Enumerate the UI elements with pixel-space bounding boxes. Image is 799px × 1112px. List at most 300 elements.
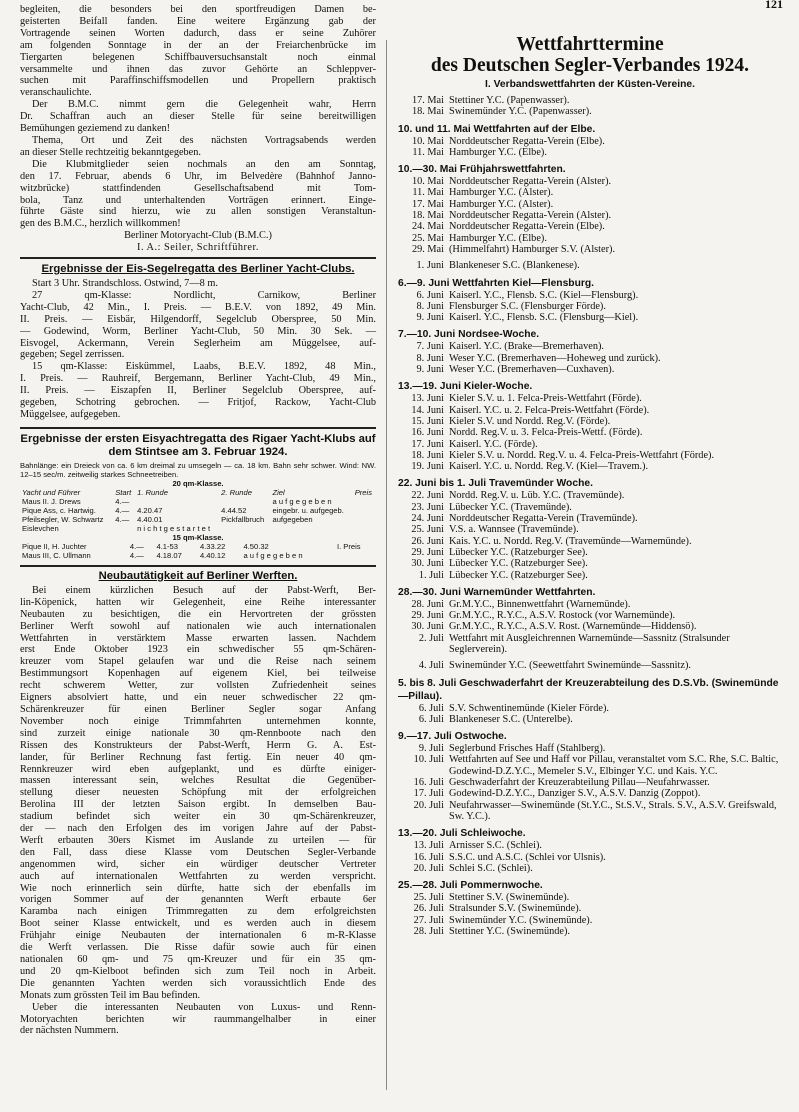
event-row [398,405,782,416]
event-date: 18. Juni [411,449,444,461]
event-date: 25. Juli [413,892,444,904]
riga-results-table [20,488,376,533]
event-date: 9. Juni [416,312,444,324]
text-line: stadium befindet sich weiter ein 30 qm-Schärenkreuzer, [20,811,376,823]
event-row [398,221,782,232]
group-heading: 13.—19. Juni Kieler-Woche. [398,381,533,393]
event-row [398,439,782,450]
event-row [398,106,782,117]
event-row [398,852,782,863]
event-text: Schlei S.C. (Schlei). [449,862,533,874]
text-line: sind zurzeit einige nationale 30 qm-Rennboote nach den [20,727,376,739]
text-line: Eigners absolviert hatte, und ein neuer schwedischer 22 qm- [20,692,376,704]
event-date: 9. Juni [416,364,444,376]
text-line: Monats zum grössten Teil im Bau befinden. [20,989,201,1001]
event-date: 1. Juni [416,260,444,272]
column-divider [386,40,387,1090]
event-text: Flensburger S.C. (Flensburger Förde). [449,300,606,312]
event-text: Swinemünder Y.C. (Seewettfahrt Swinemünde—Sassnitz). [449,660,691,672]
text-line: am folgenden Sonntage in der an der Freiarchenbrücke im [20,39,376,51]
schedule-group [398,380,782,472]
text-line: 15 qm-Klasse: Eiskümmel, Laabs, B.E.V. 1892, 48 Min., [32,361,376,373]
table-row [20,551,376,560]
text-line: kreuzer vom Stapel gelaufen war und die Reise nach seinem [20,656,376,668]
text-line: nationalen 60 qm- und 75 qm-Kreuzer und für ein 35 qm- [20,954,376,965]
event-date: 6. Juli [418,713,444,725]
text-line: den Fall, dass diese Klasse vom Deutschen Segler-Verbande [20,846,376,858]
schedule-group [398,660,782,671]
event-text: Lübecker Y.C. (Ratzeburger See). [449,558,588,570]
table-cell: Start [115,487,132,497]
schedule-group [398,277,782,324]
text-line: veranschaulichte. [20,87,92,99]
event-date: 30. Juni [411,621,444,633]
event-row [398,461,782,472]
table-row [20,497,376,506]
event-row [398,892,782,903]
event-row [398,353,782,364]
event-text: Norddeutscher Regatta-Verein (Travemünde). [449,513,638,525]
event-row [398,210,782,221]
event-date: 20. Juli [413,862,444,874]
section-divider [20,565,376,567]
text-line: Start 3 Uhr. Strandschloss. Ostwind, 7—8 m. [32,278,218,290]
table-cell: 4.— [129,550,144,560]
table-cell: 4.40.12 [199,550,226,560]
event-date: 1. Juli [418,569,444,581]
event-date: 28. Juli [413,926,444,938]
text-line: II. Preis. — Eiszapfen II, Berliner Segelclub Oberspree, auf- [20,385,376,397]
table-cell: 4.1-53 [156,541,179,551]
event-text: Godewind-D.Z.Y.C., Danziger S.V., A.S.V. Danzig (Zoppot). [449,788,701,800]
event-row [398,312,782,323]
event-date: 29. Juni [411,546,444,558]
text-line: Bemühungen geziemend zu danken! [20,123,171,135]
table-cell [219,524,270,533]
table-cell: Yacht und Führer [22,487,81,497]
event-date: 10. Mai [411,135,444,147]
event-text: Kieler S.V. und Nordd. Reg.V. (Förde). [449,415,611,427]
event-text: Blankeneser S.C. (Blankenese). [449,260,580,272]
event-date: 26. Juni [411,535,444,547]
table-cell: 4.44.52 [221,505,247,515]
event-text: Norddeutscher Regatta-Verein (Elbe). [449,221,605,233]
event-date: 29. Mai [411,243,444,255]
event-text: Norddeutscher Regatta-Verein (Alster). [449,176,612,188]
text-line: Rissen des Konstrukteurs der Pabst-Werft, Herrn G. A. Est- [20,739,376,751]
event-text: Lübecker Y.C. (Ratzeburger See). [449,569,588,581]
text-line: geisterten Beifall fanden. Eine weitere Ergänzung gab der [20,15,376,27]
event-date: 22. Juni [411,490,444,502]
event-text: Nordd. Reg.V. u. Lüb. Y.C. (Travemünde). [449,490,625,502]
table-cell: Maus III, C. Ullmann [22,550,91,560]
eis-regatta-title: Ergebnisse der Eis-Segelregatta des Berliner Yacht-Clubs. [41,263,355,276]
text-line: und 20 qm-Kielboot befinden sich zum Teil noch in Arbeit. [20,965,376,977]
event-row [398,754,782,777]
event-text: Gr.M.Y.C., Binnenwettfahrt (Warnemünde). [449,598,631,610]
event-text: Weser Y.C. (Bremerhaven—Hoheweg und zurück). [449,352,661,364]
text-line: Bestimmungsort Kopenhagen auf eigenem Kiel, bei teilweise [20,668,376,680]
event-date: 4. Juli [418,660,444,672]
table-cell: 4.— [115,496,130,506]
table-row [20,506,376,515]
table-cell: 4.— [115,514,130,524]
event-row [398,621,782,632]
text-line: massen interessant sein, welches Resultat die Gegenüber- [20,775,376,787]
table-cell: Eislevchen [22,523,59,533]
event-text: Hamburger Y.C. (Elbe). [449,232,547,244]
event-date: 30. Juni [411,558,444,570]
event-text: Stettiner Y.C. (Swinemünde). [449,926,570,938]
text-line: der nächsten Nummern. [20,1025,119,1037]
event-text: (Himmelfahrt) Hamburger S.V. (Alster). [449,243,616,255]
text-line: lin-Köpenick, hatten wir Gelegenheit, eine Reihe interessanter [20,596,376,608]
club-notice-text [20,4,376,230]
table-cell: 4.— [129,541,144,551]
text-line: versammelte und ihnen das zuvor Gehörte an Schleppver- [20,63,376,75]
event-text: Weser Y.C. (Bremerhaven—Cuxhaven). [449,364,615,376]
text-line: Werft erbauten 30ers Kismet im Auslande zu urteilen — für [20,834,376,846]
table-cell: Maus II. J. Drews [22,496,81,506]
group-heading: 10.—30. Mai Frühjahrswettfahrten. [398,164,566,176]
event-date: 8. Juni [416,352,444,364]
schedule-group [398,123,782,159]
text-line: recht schwerem Wetter, zur vollsten Zufriedenheit seines [20,680,376,692]
event-text: S.V. Schwentinemünde (Kieler Förde). [449,702,609,714]
schedule-group [398,95,782,118]
event-date: 11. Mai [412,187,444,199]
event-row [398,570,782,581]
schedule-list [398,95,782,937]
event-text: Gr.M.Y.C., R.Y.C., A.S.V. Rost. (Warnemünde—Hiddensö). [449,621,697,633]
group-heading: 28.—30. Juni Warnemünder Wettfahrten. [398,586,596,598]
table-cell: 2. Runde [221,487,252,497]
schedule-group [398,879,782,937]
text-line: stellung dieser neuesten Schöpfung mit der erfolgreichen [20,787,376,799]
event-row [398,660,782,671]
signature-secretary: I. A.: Seiler, Schriftführer. [137,242,259,254]
table-cell: n i c h t g e s t a r t e t [137,523,211,533]
text-line: witzbrücke) stattfindenden Gesellschaftsabend mit Tom- [20,182,376,194]
event-text: Hamburger Y.C. (Elbe). [449,146,547,158]
event-row [398,290,782,301]
table-cell: a u f g e g e b e n [243,550,303,560]
event-text: Norddeutscher Regatta-Verein (Elbe). [449,135,605,147]
event-row [398,714,782,725]
text-line: erst Ende Oktober 1923 ein schwedischer 55 qm-Schären- [20,644,376,656]
table-cell [219,497,270,506]
table-cell: 4.33.22 [199,541,226,551]
text-line: begleiten, die besonders bei den sportfreudigen Damen be- [20,4,376,15]
event-text: Swinemünder Y.C. (Swinemünde). [449,914,593,926]
schedule-title: Wettfahrttermine [516,34,664,55]
event-text: Blankeneser S.C. (Unterelbe). [449,713,573,725]
event-text: Kaiserl. Y.C., Flensb. S.C. (Kiel—Flensburg). [449,289,639,301]
text-line: Wettfahrten in verstärktem Masse erwarten lassen. Nachdem [20,632,376,644]
riga-regatta-title: Ergebnisse der ersten Eisyachtregatta des Rigaer Yacht-Klubs auf dem Stintsee am 3. Februar 1924. [20,432,376,458]
event-text: Hamburger Y.C. (Alster). [449,198,554,210]
text-line: Rennkreuzer wird eben aufgeplankt, und es dürfte einiger- [20,763,376,775]
text-line: Schärenkreuzer für einen Berliner Segler sogar Anfang [20,703,376,715]
riga-regatta-note: Bahnlänge: ein Dreieck von ca. 6 km dreimal zu umsegeln — ca. 18 km. Bahn sehr schwer. Wind: NW. 12–15 sec/m. zeitweilig starkes Schneetreiben. [20,460,376,479]
event-row [398,536,782,547]
text-line: Ueber die interessanten Neubauten von Luxus- und Renn- [32,1001,376,1013]
event-date: 6. Juli [418,702,444,714]
event-date: 10. Mai [411,176,444,188]
event-text: Kieler S.V. u. 1. Felca-Preis-Wettfahrt (Förde). [449,393,642,405]
schedule-group [398,328,782,375]
text-line: Karamba nach einigen Trimmregatten zu dem erfolgreichsten [20,906,376,918]
event-row [398,743,782,754]
event-row [398,199,782,210]
riga-results-table-15 [20,542,376,560]
event-row [398,136,782,147]
text-line: gegeben, Schotring gebrochen. — Fritjof, Rackow, Yacht-Club [20,397,376,409]
event-date: 6. Juni [416,289,444,301]
table-cell: 4.40.01 [137,514,163,524]
event-text: Stettiner Y.C. (Papenwasser). [449,95,570,106]
text-line: der — nach den Erfolgen des im vorigen Jahre auf der Pabst- [20,823,376,835]
event-row [398,95,782,106]
text-line: 27 qm-Klasse: Nordlicht, Carnikow, Berliner [32,289,376,301]
right-column [398,4,782,937]
event-row [398,558,782,569]
event-date: 27. Juli [413,914,444,926]
event-row [398,863,782,874]
event-text: Nordd. Reg.V. u. 3. Felca-Preis-Wettf. (Förde). [449,427,643,439]
event-text: Kieler S.V. u. Nordd. Reg.V. u. 4. Felca-Preis-Wettfahrt (Förde). [449,449,715,461]
event-row [398,490,782,501]
text-line: Neubauten zu besichtigen, die ein Hervortreten der grössten [20,608,376,620]
event-text: Wettfahrt mit Ausgleichrennen Warnemünde—Sassnitz (Stralsunder Seglerverein). [449,632,730,655]
table-cell [135,497,219,506]
table-cell: aufgegeben [272,514,313,524]
event-text: Kaiserl. Y.C. u. 2. Felca-Preis-Wettfahrt (Förde). [449,404,650,416]
text-line: Vortragende seinen Worten dadurch, dass er seine Zuhörer [20,27,376,39]
event-row [398,364,782,375]
group-heading: 9.—17. Juli Ostwoche. [398,731,507,743]
event-date: 24. Juni [411,513,444,525]
table-cell: Pfeilsegler, W. Schwartz [22,514,104,524]
table-cell [353,497,376,506]
event-date: 17. Mai [411,95,444,106]
group-heading: 5. bis 8. Juli Geschwaderfahrt der Kreuzerabteilung des D.S.Vb. (Swinemünde—Pillau). [398,677,779,702]
schedule-subtitle: des Deutschen Segler-Verbandes 1924. [430,55,750,76]
text-line: Wie noch erinnerlich sein dürfte, hatte sich der ebenfalls im [20,882,376,894]
event-date: 15. Juni [411,415,444,427]
table-cell: eingebr. u. aufgegeb. [272,505,344,515]
event-row [398,233,782,244]
event-row [398,915,782,926]
schedule-group [398,827,782,874]
table-cell: Pickfallbruch [221,514,265,524]
table-cell: Pique Ass, c. Hartwig. [22,505,96,515]
schedule-section-heading: I. Verbandswettfahrten der Küsten-Vereine. [485,79,695,90]
event-text: Kaiserl. Y.C., Flensb. S.C. (Flensburg—Kiel). [449,312,639,324]
event-text: Kaiserl. Y.C. (Brake—Bremerhaven). [449,341,604,353]
event-row [398,176,782,187]
event-row [398,777,782,788]
table-cell: a u f g e g e b e n [272,496,332,506]
text-line: Die Klubmitglieder seien nochmals an den am Sonntag, [32,158,376,170]
text-line: II. Preis. — Eisbär, Hilgendorff, Segelclub Oberspree, 50 Min. [20,313,376,325]
event-row [398,393,782,404]
group-heading: 7.—10. Juni Nordsee-Woche. [398,329,540,341]
signature-club: Berliner Motoryacht-Club (B.M.C.) [124,230,272,242]
event-row [398,244,782,255]
event-date: 7. Juni [416,341,444,353]
event-text: Lübecker Y.C. (Travemünde). [449,501,572,513]
event-date: 19. Juni [411,461,444,473]
event-row [398,610,782,621]
text-line: Bei einem kürzlichen Besuch auf der Pabst-Werft, Ber- [32,584,376,596]
eis-regatta-results [20,278,376,421]
group-heading: 22. Juni bis 1. Juli Travemünder Woche. [398,478,593,490]
event-text: Wettfahrten auf See und Haff vor Pillau, veranstaltet vom S.C. Rhe, S.C. Baltic, Godewind-D.Z.Y.C., Memeler S.V., Elbinger Y.C. und Kais. Y.C. [449,754,779,777]
event-text: Hamburger Y.C. (Alster). [449,187,554,199]
event-row [398,147,782,158]
event-row [398,633,782,656]
text-line: bola, Tanz und unterhaltenden Vorträgen erinnert. Einge- [20,194,376,206]
text-line: Berliner Werft sowohl auf nationalen wie auch internationalen [20,620,376,632]
event-text: Kaiserl. Y.C. (Förde). [449,438,538,450]
text-line: lander, für Berliner Rechnung fast fertig. Ein neuer 40 qm- [20,751,376,763]
event-date: 17. Mai [411,198,444,210]
text-line: führte Gäste sind hierzu, wie zu allen sonstigen Veranstaltun- [20,206,376,218]
event-text: Kais. Y.C. u. Nordd. Reg.V. (Travemünde—Warnemünde). [449,535,692,547]
table-row [20,542,376,551]
text-line: suchen mit Paraffinschiffsmodellen und Propellern praktisch [20,75,376,87]
text-line: Motoryachten berichten wir raummangelhalber in einer [20,1013,376,1025]
text-line: Der B.M.C. nimmt gern die Gelegenheit wahr, Herrn [32,99,376,111]
section-divider [20,257,376,259]
neubau-title: Neubautätigkeit auf Berliner Werften. [98,569,298,582]
event-row [398,427,782,438]
neubau-article-text [20,585,376,1037]
text-line: Thema, Ort und Zeit des nächsten Vortragsabends werden [32,134,376,146]
schedule-group [398,730,782,822]
event-row [398,513,782,524]
table-cell: I. Preis [336,541,361,551]
event-row [398,903,782,914]
table-cell: 4.18.07 [156,550,182,560]
event-row [398,301,782,312]
schedule-group [398,260,782,271]
event-date: 16. Juli [413,851,444,863]
table-cell: 4.20.47 [137,505,163,515]
event-row [398,800,782,823]
left-column [20,4,376,1037]
schedule-group [398,677,782,726]
text-line: Müggelsee, aufgegeben. [20,409,121,420]
event-date: 16. Juni [411,427,444,439]
schedule-group [398,586,782,655]
text-line: I. Preis. — Rauhreif, Bergemann, Berliner Yacht-Club, 49 Min., [20,373,376,385]
text-line: Berolina III der letzten Saison ergibt. In demselben Bau- [20,799,376,811]
group-heading: 13.—20. Juli Schleiwoche. [398,828,526,840]
table-cell [270,524,352,533]
event-date: 29. Juni [411,610,444,622]
event-text: V.S. a. Wannsee (Travemünde). [449,524,579,536]
event-text: Arnisser S.C. (Schlei). [449,840,542,852]
schedule-group [398,477,782,580]
text-line: auch auf internationalen Wettfahrten zu werden verspricht. [20,870,376,882]
event-date: 13. Juni [411,393,444,405]
event-date: 17. Juni [411,438,444,450]
event-text: Swinemünder Y.C. (Papenwasser). [449,106,592,118]
event-date: 16. Juli [413,777,444,789]
event-row [398,416,782,427]
event-date: 25. Juni [411,524,444,536]
event-row [398,450,782,461]
text-line: angenommen wird, sicher ein würdiger deutscher Vertreter [20,858,376,870]
group-heading: 10. und 11. Mai Wettfahrten auf der Elbe. [398,123,596,135]
table-cell: Ziel [272,487,285,497]
text-line: Yacht-Club, 42 Min., I. Preis. — B.E.V. von 1892, 49 Min. [20,301,376,313]
section-divider [20,427,376,429]
event-date: 10. Juli [413,754,444,766]
table-row [20,515,376,524]
event-row [398,260,782,271]
text-line: an dieser Stelle rechtzeitig bekanntgegeben. [20,146,201,158]
table-cell: 1. Runde [137,487,168,497]
text-line: November noch einige Trimmfahrten unternehmen konnte, [20,715,376,727]
event-text: Stettiner S.V. (Swinemünde). [449,892,570,904]
table-cell [335,551,376,560]
table-row [20,524,376,533]
text-line: die Werft verlassen. Die Risse dafür sowie auch für einen [20,942,376,954]
event-date: 23. Juni [411,501,444,513]
event-date: 26. Juli [413,903,444,915]
event-date: 2. Juli [418,632,444,644]
table-cell: Preis [354,487,373,497]
event-date: 17. Juli [413,788,444,800]
group-heading: 6.—9. Juni Wettfahrten Kiel—Flensburg. [398,277,595,289]
event-date: 24. Mai [411,221,444,233]
event-row [398,547,782,558]
event-text: S.S.C. und A.S.C. (Schlei vor Ulsnis). [449,851,606,863]
event-date: 8. Juni [416,300,444,312]
text-line: Eisvogel, Ackermann, Verein Seglerheim am Müggelsee, auf- [20,337,376,349]
event-date: 18. Mai [411,210,444,222]
event-text: Gr.M.Y.C., R.Y.C., A.S.V. Rostock (vor Warnemünde). [449,610,676,622]
event-date: 25. Mai [411,232,444,244]
text-line: gegeben; Segel zerrissen. [20,349,125,361]
event-date: 14. Juni [411,404,444,416]
event-row [398,926,782,937]
event-row [398,341,782,352]
text-line: — Godewind, Worm, Berliner Yacht-Club, 50 Min. 30 Sek. — [20,325,376,337]
table-cell [113,524,135,533]
text-line: Die genannten Yachten werden sich voraussichtlich Ende des [20,977,376,989]
event-text: Norddeutscher Regatta-Verein (Alster). [449,210,612,222]
table-cell: Pique II, H. Juchter [22,541,87,551]
text-line: Tiergarten belegenen Schiffbauversuchsanstalt noch einmal [20,51,376,63]
riga-class-15: 15 qm-Klasse. [172,532,224,542]
text-line: Boot seiner Klasse entwickelt, und es werden auch in diesem [20,918,376,930]
event-date: 28. Juni [411,598,444,610]
event-date: 20. Juli [413,799,444,811]
event-text: Kaiserl. Y.C. u. Nordd. Reg.V. (Kiel—Travem.). [449,461,649,473]
event-text: Geschwaderfahrt der Kreuzerabteilung Pillau—Neufahrwasser. [449,777,710,789]
event-text: Neufahrwasser—Swinemünde (St.Y.C., St.S.V., Strals. S.V., A.S.V. Greifswald, Sw. Y.C.). [449,799,777,822]
table-header-row [20,488,376,497]
text-line: den 17. Februar, abends 6 Uhr, im Belvedère (Bahnhof Janno- [20,170,376,182]
event-row [398,788,782,799]
riga-class-20: 20 qm-Klasse. [172,478,224,488]
event-row [398,840,782,851]
event-text: Lübecker Y.C. (Ratzeburger See). [449,546,588,558]
